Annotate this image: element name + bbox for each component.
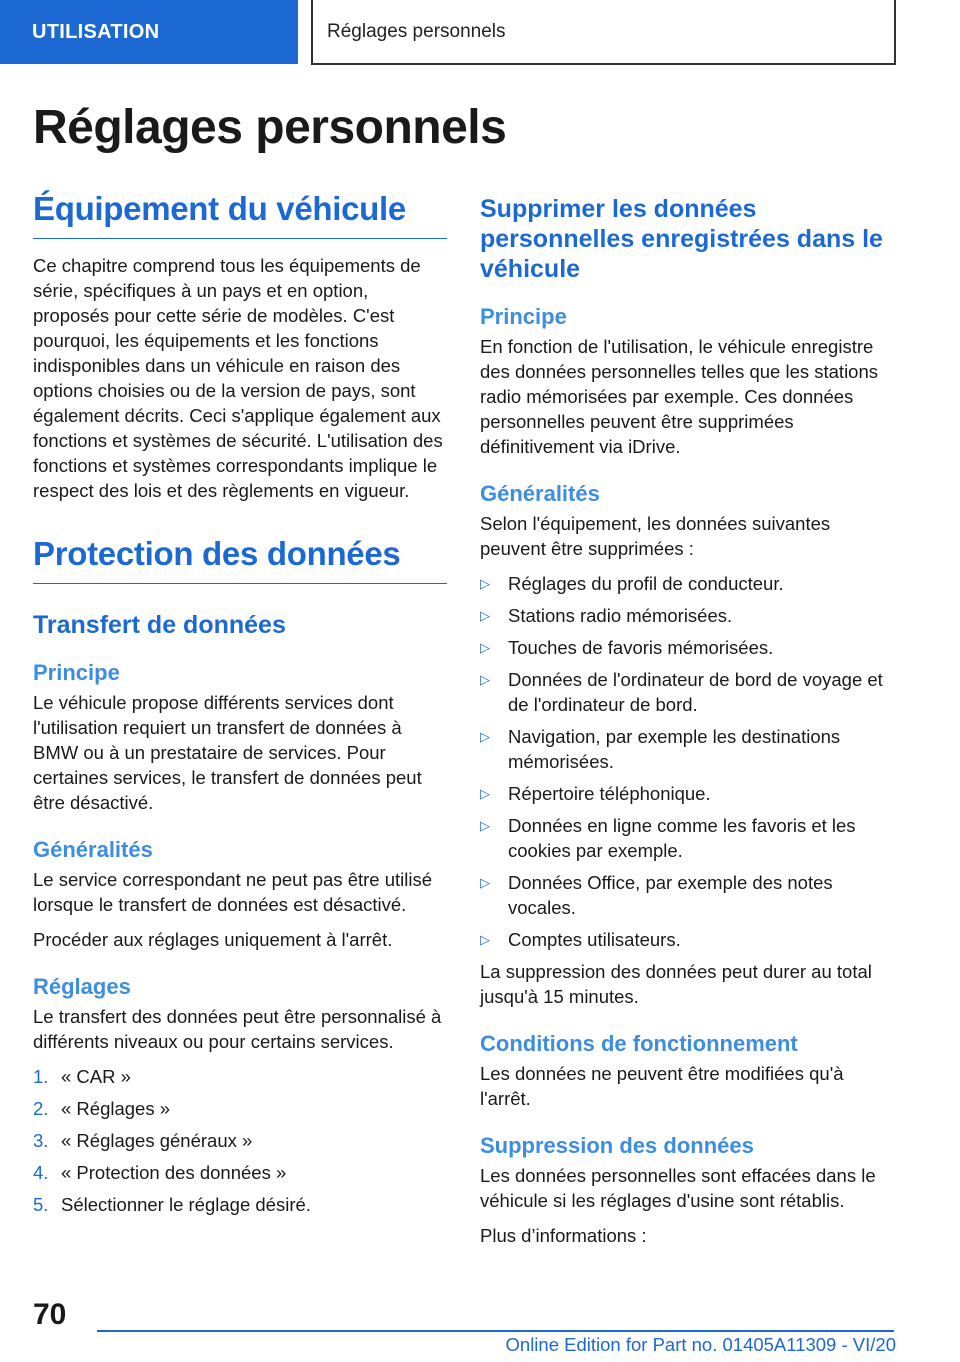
page-number: 70 [33, 1298, 67, 1331]
list-item-text: Stations radio mémorisées. [508, 605, 733, 626]
step-number: 5. [33, 1194, 49, 1215]
conditions-text: Les données ne peuvent être modifiées qu'à l'arrêt. [480, 1063, 844, 1109]
list-item [480, 813, 896, 863]
step-text: « CAR » [61, 1066, 131, 1087]
list-item-text: Données en ligne comme les favoris et les cookies par exemple. [508, 815, 856, 861]
step-number: 3. [33, 1130, 49, 1151]
triangle-bullet-icon: ▷ [480, 786, 490, 801]
triangle-bullet-icon: ▷ [480, 672, 490, 687]
triangle-bullet-icon: ▷ [480, 576, 490, 591]
step-item [33, 1064, 447, 1089]
settings-text: Le transfert des données peut être personnalisé à différents niveaux ou pour certains services. [33, 1006, 442, 1052]
general-heading: Généralités [33, 837, 153, 862]
step-text: « Protection des données » [61, 1162, 287, 1183]
step-item [33, 1096, 447, 1121]
general-text: Selon l'équipement, les données suivantes peuvent être supprimées : [480, 513, 831, 559]
equipment-text: Ce chapitre comprend tous les équipements de série, spécifiques à un pays et en option, proposés pour cette série de modèles. C'est pourquoi, les équipements et les fonctions indisponibles dans un véhicule en raison des options choisies ou de la version de pays, sont également décrits. Ceci s'applique également aux fonctions et systèmes de sécurité. L'utilisation des fonctions et systèmes correspondants implique le respect des lois et des règlements en vigueur. [33, 255, 443, 501]
list-item-text: Répertoire téléphonique. [508, 783, 711, 804]
triangle-bullet-icon: ▷ [480, 932, 490, 947]
list-item [480, 781, 896, 806]
general-text: Le service correspondant ne peut pas être utilisé lorsque le transfert de données est désactivé. [33, 869, 433, 915]
triangle-bullet-icon: ▷ [480, 875, 490, 890]
list-item-text: Données de l'ordinateur de bord de voyage et de l'ordinateur de bord. [508, 669, 883, 715]
equipment-heading: Équipement du véhicule [33, 190, 447, 239]
list-item-text: Réglages du profil de conducteur. [508, 573, 784, 594]
triangle-bullet-icon: ▷ [480, 729, 490, 744]
more-info-text: Plus d’informations : [480, 1225, 647, 1246]
delete-data-heading: Supprimer les données personnelles enregistrées dans le véhicule [480, 195, 883, 283]
principle-text: En fonction de l'utilisation, le véhicule enregistre des données personnelles telles que les stations radio mémorisées par exemple. Ces données personnelles peuvent être supprimées définitivement via iDrive. [480, 336, 879, 457]
chapter-tab: UTILISATION [0, 0, 298, 64]
list-item [480, 870, 896, 920]
list-item-text: Comptes utilisateurs. [508, 929, 681, 950]
general-heading: Généralités [480, 481, 600, 506]
step-number: 1. [33, 1066, 49, 1087]
triangle-bullet-icon: ▷ [480, 818, 490, 833]
list-item [480, 635, 896, 660]
list-item [480, 603, 896, 628]
principle-heading: Principe [33, 660, 120, 685]
deletion-text: Les données personnelles sont effacées dans le véhicule si les réglages d'usine sont rétablis. [480, 1165, 876, 1211]
data-transfer-heading: Transfert de données [33, 611, 286, 639]
step-number: 4. [33, 1162, 49, 1183]
list-item [480, 927, 896, 952]
list-item [480, 667, 896, 717]
settings-heading: Réglages [33, 974, 131, 999]
deletable-data-list [480, 571, 896, 952]
principle-heading: Principe [480, 304, 567, 329]
step-text: « Réglages généraux » [61, 1130, 253, 1151]
list-item-text: Touches de favoris mémorisées. [508, 637, 774, 658]
step-item [33, 1192, 447, 1217]
step-text: Sélectionner le réglage désiré. [61, 1194, 311, 1215]
step-number: 2. [33, 1098, 49, 1119]
step-item [33, 1160, 447, 1185]
list-item [480, 571, 896, 596]
principle-text: Le véhicule propose différents services dont l'utilisation requiert un transfert de données à BMW ou à un prestataire de services. Pour certaines services, le transfert de données peut être désactivé. [33, 692, 422, 813]
right-column [480, 194, 896, 1258]
page-title: Réglages personnels [33, 101, 507, 154]
duration-text: La suppression des données peut durer au total jusqu'à 15 minutes. [480, 961, 872, 1007]
triangle-bullet-icon: ▷ [480, 608, 490, 623]
list-item-text: Navigation, par exemple les destinations mémorisées. [508, 726, 841, 772]
step-item [33, 1128, 447, 1153]
footer-rule [97, 1330, 894, 1332]
deletion-heading: Suppression des données [480, 1133, 754, 1158]
left-column [33, 190, 447, 1224]
list-item [480, 724, 896, 774]
conditions-heading: Conditions de fonctionnement [480, 1031, 798, 1056]
list-item-text: Données Office, par exemple des notes vocales. [508, 872, 833, 918]
edition-text: Online Edition for Part no. 01405A11309 - VI/20 [505, 1334, 896, 1355]
section-tab: Réglages personnels [311, 0, 896, 65]
settings-steps [33, 1064, 447, 1217]
step-text: « Réglages » [61, 1098, 171, 1119]
triangle-bullet-icon: ▷ [480, 640, 490, 655]
data-protection-heading: Protection des données [33, 535, 447, 584]
general-text-stop: Procéder aux réglages uniquement à l'arrêt. [33, 929, 393, 950]
